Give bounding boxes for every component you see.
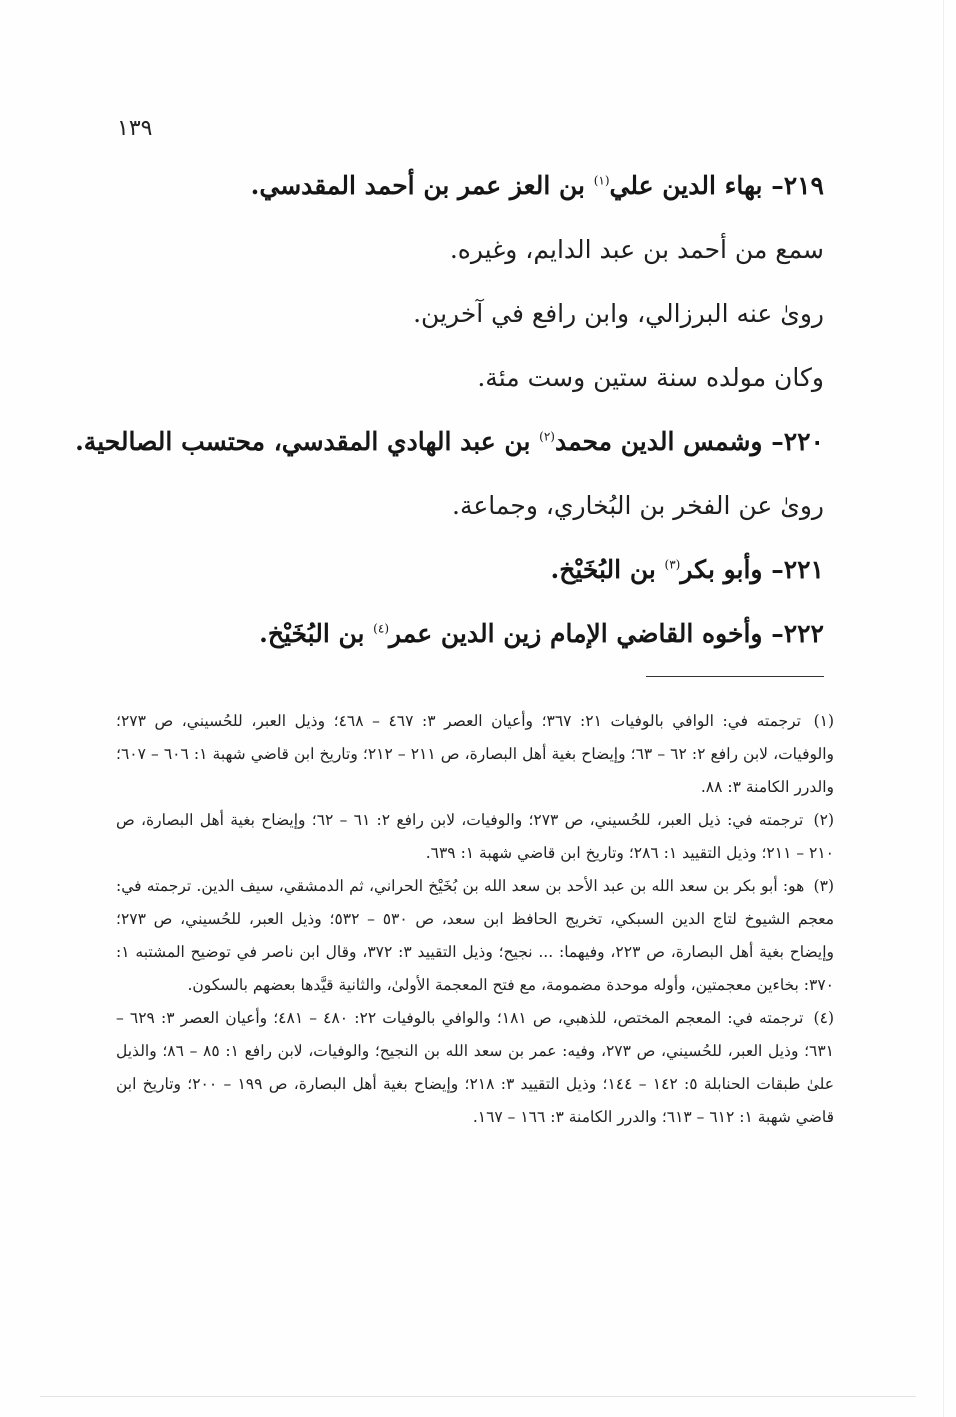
footnote-text: ترجمته في: الوافي بالوفيات ٢١: ٣٦٧؛ وأعيان العصر ٣: ٤٦٧ – ٤٦٨؛ وذيل العبر، للحُسيني، ص ٢٧٣؛ والوفيات، لابن رافع ٢: ٦٢ – ٦٣؛ وإيضاح بغية أهل البصارة، ص ٢١١ – ٢١٢؛ وتاريخ ابن قاضي شهبة ١: ٦٠٦ – ٦٠٧؛ والدرر الكامنة ٣: ٨٨. [116, 712, 835, 796]
footnote-ref: (١) [593, 173, 610, 188]
footnote-4 [116, 1002, 834, 1134]
footnote-label: (٤) [813, 1009, 834, 1027]
page-number: ١٣٩ [117, 116, 153, 141]
entry-text: ٢١٩– بهاء الدين علي [609, 171, 824, 200]
entry-221 [124, 554, 824, 618]
scan-right-edge [943, 0, 944, 1417]
footnote-text: ترجمته في: المعجم المختص، للذهبي، ص ١٨١؛ والوافي بالوفيات ٢٢: ٤٨٠ – ٤٨١؛ وأعيان العصر ٣: ٦٢٩ – ٦٣١؛ وذيل العبر، للحُسيني، ص ٢٧٣، وفيه: عمر بن سعد الله بن النجيح؛ والوفيات، لابن رافع ١: ٨٥ – ٨٦؛ والذيل علىٰ طبقات الحنابلة ٥: ١٤٢ – ١٤٤؛ وذيل التقييد ٣: ٢١٨؛ وإيضاح بغية أهل البصارة، ص ١٩٩ – ٢٠٠؛ وتاريخ ابن قاضي شهبة ١: ٦١٢ – ٦١٣؛ والدرر الكامنة ٣: ١٦٦ – ١٦٧. [116, 1009, 835, 1126]
footnote-1 [116, 705, 834, 804]
entry-text: ٢٢٠– وشمس الدين محمد [554, 427, 824, 456]
entry-text-rest: بن البُخَيْخ. [550, 555, 665, 584]
text-line: سمع من أحمد بن عبد الدايم، وغيره. [449, 235, 824, 264]
footnote-ref: (٢) [539, 429, 555, 444]
footnote-3 [116, 870, 834, 1002]
footnote-ref: (٣) [664, 557, 681, 572]
entry-text-rest: بن البُخَيْخ. [259, 619, 374, 648]
entry-text: ٢٢١– وأبو بكر [680, 555, 824, 584]
footnotes [116, 705, 834, 1134]
footnote-2 [116, 804, 834, 870]
footnote-label: (١) [813, 712, 835, 730]
entry-220 [75, 426, 824, 490]
footnote-ref: (٤) [373, 621, 389, 636]
entry-text: ٢٢٢– وأخوه القاضي الإمام زين الدين عمر [389, 619, 824, 648]
entry-222 [124, 618, 824, 682]
entry-text-rest: بن عبد الهادي المقدسي، محتسب الصالحية. [75, 427, 540, 456]
entry-text-rest: بن العز عمر بن أحمد المقدسي. [250, 171, 594, 200]
footnote-divider [646, 676, 824, 677]
text-line: روىٰ عنه البرزالي، وابن رافع في آخرين. [413, 299, 824, 328]
footnote-text: هو: أبو بكر بن سعد الله بن عبد الأحد بن سعد الله بن بُخَيْخ الحراني، ثم الدمشقي، سيف الدين. ترجمته في: معجم الشيوخ لتاج الدين السبكي، تخريج الحافظ ابن سعد، ص ٥٣٠ – ٥٣٢؛ وذيل العبر، للحُسيني، ص ٢٧٣؛ وإيضاح بغية أهل البصارة، ص ٢٢٣، وفيهما: ... نجيح؛ وذيل التقييد ٣: ٣٧٢، وقال ابن ناصر في توضيح المشتبه ١: ٣٧٠: بخاءين معجمتين، وأوله موحدة مضمومة، مع فتح المعجمة الأولىٰ، والثانية قيَّدها بعضهم بالسكون. [116, 877, 835, 994]
scan-bottom-edge [40, 1396, 916, 1397]
text-line: وكان مولده سنة ستين وست مئة. [477, 363, 824, 392]
footnote-label: (٣) [813, 877, 834, 895]
footnote-text: ترجمته في: ذيل العبر، للحُسيني، ص ٢٧٣؛ والوفيات، لابن رافع ٢: ٦١ – ٦٢؛ وإيضاح بغية أهل البصارة، ص ٢١٠ – ٢١١؛ وذيل التقييد ١: ٢٨٦؛ وتاريخ ابن قاضي شهبة ١: ٦٣٩. [116, 811, 834, 862]
main-text [75, 170, 824, 682]
entry-219 [124, 170, 824, 234]
text-line: روىٰ عن الفخر بن البُخاري، وجماعة. [452, 491, 824, 520]
footnote-label: (٢) [813, 811, 834, 829]
